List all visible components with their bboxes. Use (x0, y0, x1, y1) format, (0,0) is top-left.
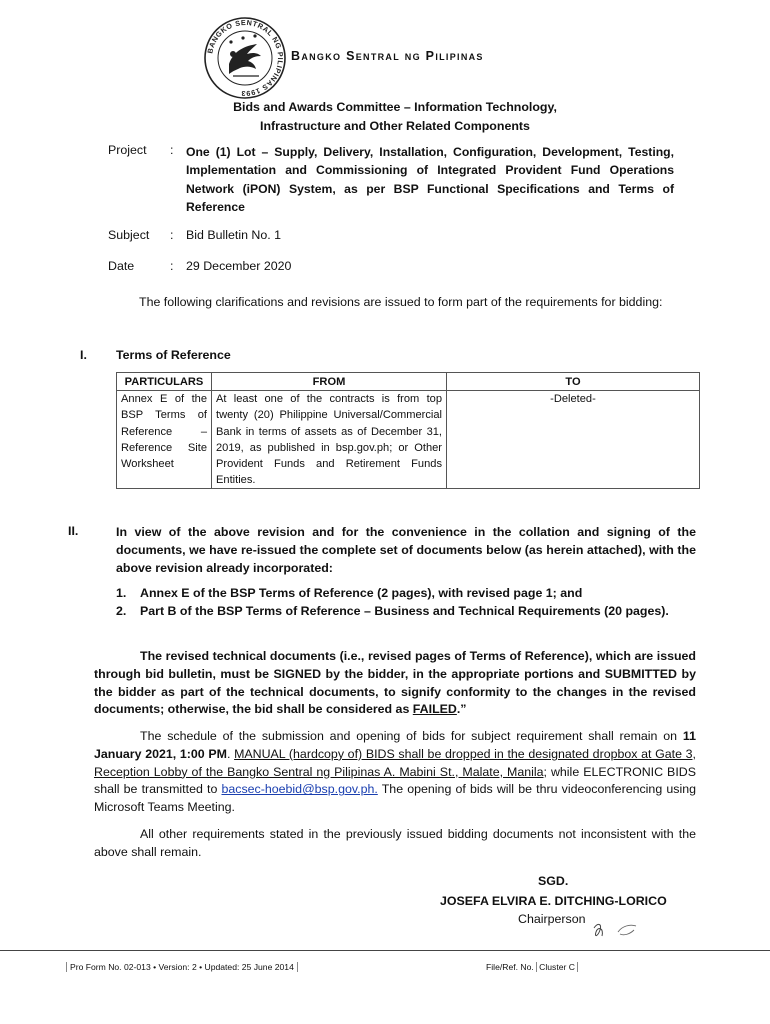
cell-particulars: Annex E of the BSP Terms of Reference – Reference Site Worksheet (117, 391, 212, 489)
committee-line-1: Bids and Awards Committee – Information Technology, (233, 100, 557, 114)
electronic-bids-text: ; while ELECTRONIC BIDS shall be transmitted to (94, 764, 696, 797)
date-value: 29 December 2020 (186, 259, 292, 273)
project-value: One (1) Lot – Supply, Delivery, Installation, Configuration, Development, Testing, Implementation and Commissioning of Integrated Provident Fund Operations Network (iPON) System, as per BSP Functional Specifications and Terms of Reference (186, 145, 674, 214)
bsp-seal-icon (203, 16, 287, 100)
header-from: FROM (212, 373, 447, 391)
subject-label: Subject (108, 228, 150, 242)
schedule-date: 11 January 2021, 1:00 PM (94, 729, 696, 761)
list-item-number: 2. (116, 604, 127, 618)
file-ref-label: File/Ref. No. (486, 962, 534, 972)
list-item-text: Part B of the BSP Terms of Reference – Business and Technical Requirements (20 pages). (140, 604, 669, 618)
header-particulars: PARTICULARS (117, 373, 212, 391)
project-label: Project (108, 143, 147, 157)
committee-title (150, 98, 640, 135)
signed-mark: SGD. (538, 874, 569, 888)
intro-paragraph: The following clarifications and revisions are issued to form part of the requirements for bidding: (139, 295, 663, 309)
svg-text:BANGKO SENTRAL NG PILIPINAS 19: BANGKO SENTRAL NG PILIPINAS 1993 (205, 17, 286, 99)
form-version: Pro Form No. 02-013 • Version: 2 • Updated: 25 June 2014 (66, 962, 298, 972)
schedule-sep: . (226, 746, 235, 761)
cell-to: -Deleted- (447, 391, 700, 489)
bank-name: Bangko Sentral ng Pilipinas (291, 49, 484, 63)
section-1-number: I. (80, 348, 87, 362)
committee-line-2: Infrastructure and Other Related Components (260, 118, 530, 133)
header-to: TO (447, 373, 700, 391)
schedule-text: The schedule of the submission and opening of bids for subject requirement shall remain on (140, 729, 683, 743)
signatory-title: Chairperson (518, 912, 586, 926)
reissued-documents-list (116, 584, 696, 620)
date-colon: : (170, 259, 174, 273)
footer-divider (0, 950, 770, 951)
opening-text: The opening of bids will be thru videoconferencing using Microsoft Teams Meeting. (94, 782, 696, 815)
signatory-name: JOSEFA ELVIRA E. DITCHING-LORICO (440, 894, 667, 908)
section-2-number: II. (68, 524, 79, 538)
list-item (116, 584, 696, 602)
list-item-number: 1. (116, 586, 127, 600)
date-label: Date (108, 259, 135, 273)
project-colon: : (170, 143, 174, 157)
closing-paragraph: All other requirements stated in the previously issued bidding documents not inconsistent with the above shall remain. (94, 827, 696, 859)
section-1-title: Terms of Reference (116, 348, 231, 362)
file-reference (486, 962, 578, 972)
terms-of-reference-table (116, 372, 700, 489)
revised-para-end: .” (456, 702, 467, 717)
subject-value: Bid Bulletin No. 1 (186, 228, 282, 242)
manual-bids-text: MANUAL (hardcopy of) BIDS shall be dropped in the designated dropbox at Gate 3, Reception Lobby of the Bangko Sentral ng Pilipinas A. Mabini St., Malate, Manila (94, 746, 696, 779)
revised-para-text: The revised technical documents (i.e., revised pages of Terms of Reference), which are issued through bid bulletin, must be SIGNED by the bidder, in the appropriate portions and SUBMITTED by the bidder as part of the technical documents, to signify conformity to the changes in the revised documents; otherwise, the bid shall be considered as (94, 649, 696, 717)
section-2-text: In view of the above revision and for the convenience in the collation and signing of the documents, we have re-issued the complete set of documents below (as herein attached), with the above revision already incorporated: (116, 525, 696, 575)
initials-signature-icon (590, 918, 640, 942)
cell-from: At least one of the contracts is from top twenty (20) Philippine Universal/Commercial Bank in terms of assets as of December 31, 2019, as published in bsp.gov.ph; or Other Provident Funds and Retirement Funds Entities. (212, 391, 447, 489)
failed-text: FAILED (412, 702, 457, 717)
revised-documents-paragraph (94, 648, 696, 719)
schedule-paragraph (94, 728, 696, 817)
table-header-row (117, 373, 700, 391)
list-item (116, 602, 696, 620)
list-item-text: Annex E of the BSP Terms of Reference (2 pages), with revised page 1; and (140, 586, 583, 600)
table-row (117, 391, 700, 489)
subject-colon: : (170, 228, 174, 242)
file-ref-value: Cluster C (536, 962, 578, 972)
bid-email-link[interactable]: bacsec-hoebid@bsp.gov.ph. (221, 782, 378, 797)
